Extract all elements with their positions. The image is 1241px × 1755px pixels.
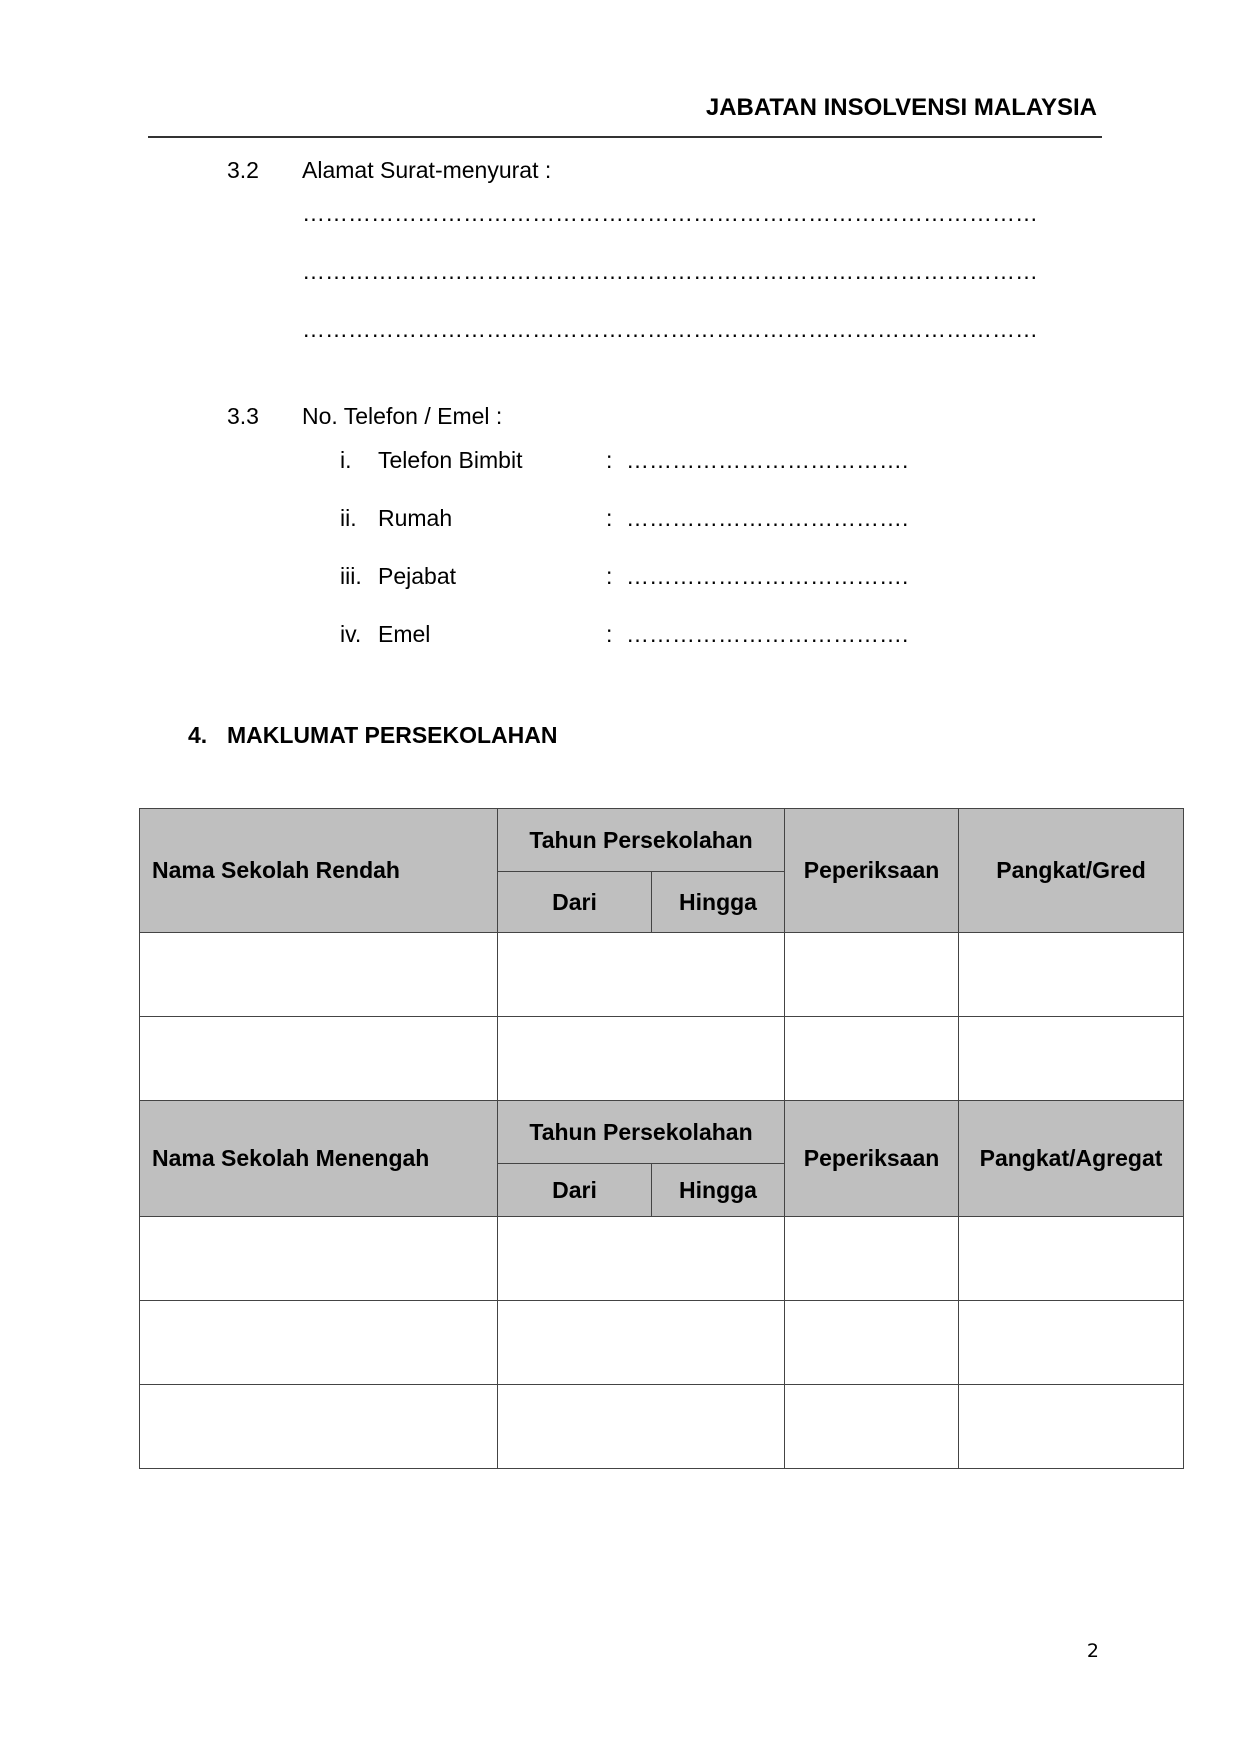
table-cell[interactable] (498, 1385, 785, 1469)
secondary-years-header: Tahun Persekolahan (498, 1101, 785, 1164)
table-cell[interactable] (498, 1017, 785, 1101)
secondary-to-header: Hingga (652, 1164, 785, 1217)
table-cell[interactable] (959, 1017, 1184, 1101)
colon: : (606, 563, 613, 589)
table-cell[interactable] (498, 1301, 785, 1385)
table-cell[interactable] (140, 1385, 498, 1469)
schooling-table (139, 808, 1184, 1469)
section-3-3-number: 3.3 (227, 403, 259, 429)
table-cell[interactable] (785, 1217, 959, 1301)
section-3-3-label: No. Telefon / Emel : (302, 403, 503, 429)
address-line-2[interactable]: …………………………………………………………………………………… (302, 258, 1038, 284)
colon: : (606, 447, 613, 473)
document-header-title: JABATAN INSOLVENSI MALAYSIA (705, 94, 1097, 121)
item-number: i. (340, 447, 352, 473)
mobile-phone-label: Telefon Bimbit (378, 447, 523, 473)
email-label: Emel (378, 621, 431, 647)
mobile-phone-field[interactable]: ………………………………. (626, 447, 909, 473)
table-cell[interactable] (498, 1217, 785, 1301)
section-4-number: 4. (188, 722, 208, 748)
table-row (140, 933, 1184, 1017)
table-cell[interactable] (959, 933, 1184, 1017)
table-cell[interactable] (785, 933, 959, 1017)
home-phone-label: Rumah (378, 505, 453, 531)
email-field[interactable]: ………………………………. (626, 621, 909, 647)
primary-from-header: Dari (498, 872, 652, 933)
page-number: 2 (1086, 1640, 1099, 1662)
header-divider (148, 136, 1102, 138)
office-phone-field[interactable]: ………………………………. (626, 563, 909, 589)
secondary-school-header: Nama Sekolah Menengah (140, 1101, 498, 1217)
table-cell[interactable] (140, 933, 498, 1017)
home-phone-field[interactable]: ………………………………. (626, 505, 909, 531)
item-number: iv. (340, 621, 362, 647)
table-cell[interactable] (785, 1017, 959, 1101)
item-number: ii. (340, 505, 357, 531)
address-line-3[interactable]: …………………………………………………………………………………… (302, 316, 1038, 342)
section-3-2-label: Alamat Surat-menyurat : (302, 157, 552, 183)
table-cell[interactable] (959, 1217, 1184, 1301)
colon: : (606, 505, 613, 531)
primary-years-header: Tahun Persekolahan (498, 809, 785, 872)
table-cell[interactable] (140, 1301, 498, 1385)
primary-to-header: Hingga (652, 872, 785, 933)
item-number: iii. (340, 563, 362, 589)
colon: : (606, 621, 613, 647)
table-row (140, 1017, 1184, 1101)
table-cell[interactable] (140, 1217, 498, 1301)
secondary-grade-header: Pangkat/Agregat (959, 1101, 1184, 1217)
address-line-1[interactable]: …………………………………………………………………………………… (302, 200, 1038, 226)
section-4-title: MAKLUMAT PERSEKOLAHAN (227, 722, 558, 748)
table-cell[interactable] (498, 933, 785, 1017)
secondary-exam-header: Peperiksaan (785, 1101, 959, 1217)
section-3-2-number: 3.2 (227, 157, 259, 183)
table-cell[interactable] (140, 1017, 498, 1101)
table-cell[interactable] (785, 1301, 959, 1385)
table-row (140, 1217, 1184, 1301)
table-row (140, 1385, 1184, 1469)
table-cell[interactable] (785, 1385, 959, 1469)
table-cell[interactable] (959, 1301, 1184, 1385)
office-phone-label: Pejabat (378, 563, 457, 589)
primary-grade-header: Pangkat/Gred (959, 809, 1184, 933)
table-cell[interactable] (959, 1385, 1184, 1469)
secondary-from-header: Dari (498, 1164, 652, 1217)
table-row (140, 1301, 1184, 1385)
primary-exam-header: Peperiksaan (785, 809, 959, 933)
primary-school-header: Nama Sekolah Rendah (140, 809, 498, 933)
